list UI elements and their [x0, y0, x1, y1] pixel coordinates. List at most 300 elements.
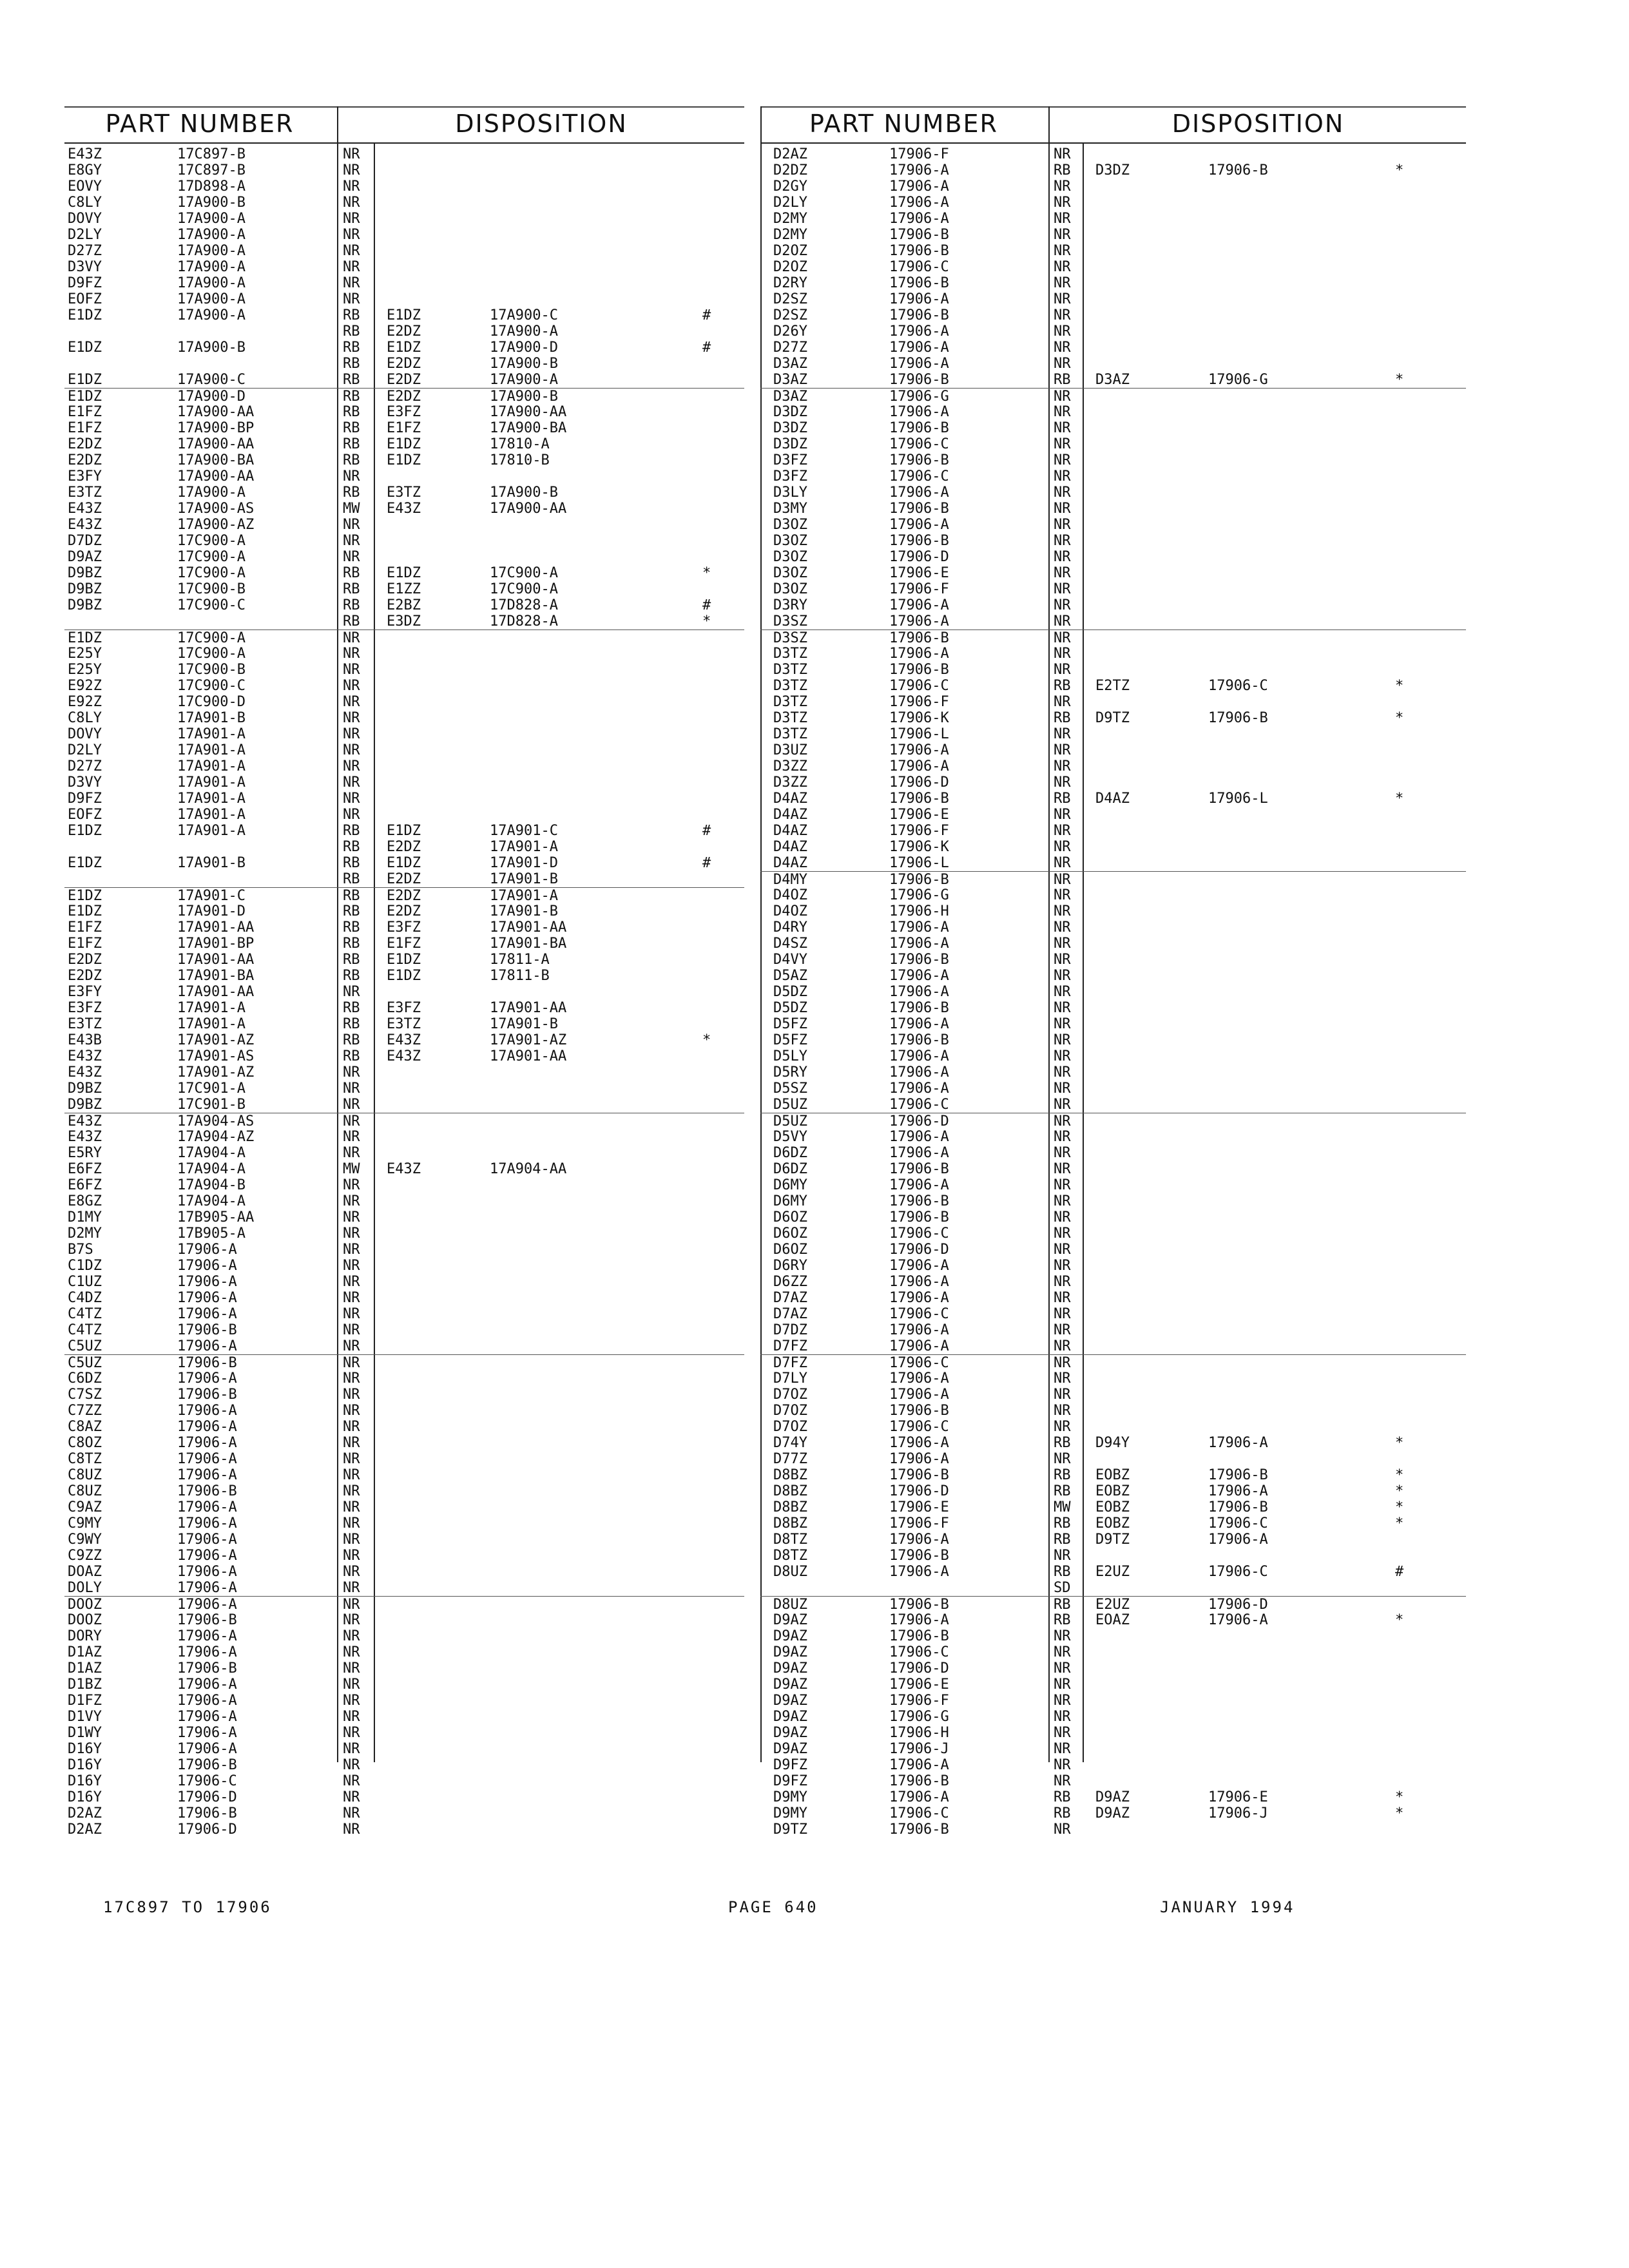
replacement-prefix: E1DZ	[387, 452, 421, 468]
part-number: 17906-A	[889, 1048, 949, 1064]
part-number: 17906-A	[889, 984, 949, 1000]
replacement-number: 17906-A	[1208, 1483, 1268, 1499]
part-number: 17B905-A	[177, 1225, 246, 1242]
part-number: 17A901-AA	[177, 984, 255, 1000]
part-number: 17A901-BP	[177, 936, 255, 952]
part-number: 17C900-A	[177, 533, 246, 549]
part-prefix: E2DZ	[68, 452, 102, 468]
table-row	[760, 340, 1466, 356]
disposition-code: NR	[1054, 1355, 1071, 1371]
part-prefix: D3SZ	[773, 630, 807, 646]
replacement-number: 17D828-A	[490, 597, 558, 613]
disposition-code: NR	[1054, 1097, 1071, 1113]
disposition-code: NR	[1054, 1048, 1071, 1064]
part-prefix: D7DZ	[773, 1322, 807, 1338]
replacement-prefix: E3TZ	[387, 485, 421, 501]
disposition-code: NR	[1054, 839, 1071, 855]
part-number: 17906-A	[889, 758, 949, 774]
table-row	[760, 1081, 1466, 1097]
table-row	[760, 871, 1466, 888]
part-prefix: D3TZ	[773, 710, 807, 726]
part-prefix: DOVY	[68, 211, 102, 227]
table-row	[760, 1644, 1466, 1660]
replacement-prefix: EOBZ	[1095, 1483, 1130, 1499]
part-prefix: C1DZ	[68, 1258, 102, 1274]
replacement-prefix: E2BZ	[387, 597, 421, 613]
left-rows	[64, 146, 744, 1838]
part-prefix: D3TZ	[773, 726, 807, 742]
part-prefix: D2OZ	[773, 259, 807, 275]
table-row	[760, 1677, 1466, 1693]
disposition-code: RB	[343, 404, 360, 420]
table-row	[64, 1064, 744, 1081]
part-number: 17A900-AZ	[177, 517, 255, 533]
part-number: 17906-G	[889, 1709, 949, 1725]
disposition-code: NR	[343, 1435, 360, 1451]
disposition-code: RB	[1054, 1789, 1071, 1805]
part-number: 17906-B	[889, 1032, 949, 1048]
table-row	[760, 468, 1466, 485]
part-number: 17906-F	[889, 146, 949, 162]
table-row	[760, 1548, 1466, 1564]
part-number: 17906-A	[889, 1064, 949, 1081]
part-number: 17906-A	[177, 1725, 237, 1741]
disposition-code: NR	[1054, 1064, 1071, 1081]
part-prefix: D4AZ	[773, 823, 807, 839]
replacement-number: 17906-C	[1208, 1564, 1268, 1580]
part-prefix: D7AZ	[773, 1290, 807, 1306]
part-number: 17906-A	[177, 1290, 237, 1306]
disposition-code: NR	[1054, 485, 1071, 501]
disposition-code: NR	[1054, 581, 1071, 597]
note-mark: *	[1395, 1805, 1404, 1821]
part-prefix: D9BZ	[68, 565, 102, 581]
table-row	[760, 1242, 1466, 1258]
replacement-prefix: D4AZ	[1095, 791, 1130, 807]
part-number: 17906-A	[177, 1435, 237, 1451]
part-number: 17906-A	[177, 1258, 237, 1274]
replacement-number: 17906-L	[1208, 791, 1268, 807]
disposition-code: NR	[343, 1483, 360, 1499]
part-prefix: C4TZ	[68, 1306, 102, 1322]
disposition-code: NR	[1054, 694, 1071, 710]
part-prefix: D27Z	[68, 243, 102, 259]
part-number: 17906-A	[889, 1338, 949, 1354]
disposition-code: RB	[343, 452, 360, 468]
disposition-code: NR	[343, 227, 360, 243]
note-mark: *	[702, 613, 711, 629]
part-number: 17906-B	[177, 1805, 237, 1821]
disposition-code: NR	[1054, 1403, 1071, 1419]
part-prefix: C9ZZ	[68, 1548, 102, 1564]
table-row	[64, 243, 744, 259]
part-number: 17A901-A	[177, 823, 246, 839]
table-row	[760, 227, 1466, 243]
part-number: 17A900-AS	[177, 501, 255, 517]
replacement-number: 17A900-B	[490, 356, 558, 372]
part-number: 17906-A	[177, 1693, 237, 1709]
part-prefix: E43Z	[68, 1129, 102, 1145]
part-prefix: E3TZ	[68, 1016, 102, 1032]
replacement-number: 17906-E	[1208, 1789, 1268, 1805]
header-disposition: DISPOSITION	[455, 110, 628, 138]
part-number: 17906-B	[889, 1403, 949, 1419]
table-row	[64, 1370, 744, 1387]
part-prefix: D3MY	[773, 501, 807, 517]
note-mark: *	[702, 565, 711, 581]
part-prefix: E43Z	[68, 1064, 102, 1081]
replacement-number: 17A901-B	[490, 903, 558, 919]
table-row	[64, 291, 744, 307]
table-row	[64, 1564, 744, 1580]
replacement-prefix: EOBZ	[1095, 1515, 1130, 1532]
part-number: 17906-A	[177, 1306, 237, 1322]
disposition-code: NR	[343, 678, 360, 694]
replacement-number: 17906-A	[1208, 1435, 1268, 1451]
part-number: 17906-B	[889, 1467, 949, 1483]
part-prefix: D3OZ	[773, 533, 807, 549]
disposition-code: NR	[1054, 259, 1071, 275]
part-number: 17906-A	[889, 1177, 949, 1193]
part-number: 17A900-B	[177, 195, 246, 211]
table-row	[760, 517, 1466, 533]
header-part-number: PART NUMBER	[809, 110, 998, 138]
part-number: 17906-A	[889, 1290, 949, 1306]
part-prefix: E1FZ	[68, 420, 102, 436]
part-number: 17906-B	[889, 1628, 949, 1644]
disposition-code: NR	[343, 774, 360, 791]
replacement-prefix: D9AZ	[1095, 1789, 1130, 1805]
part-prefix: C8AZ	[68, 1419, 102, 1435]
replacement-prefix: E1FZ	[387, 420, 421, 436]
disposition-code: NR	[1054, 662, 1071, 678]
part-prefix: D3AZ	[773, 372, 807, 388]
part-prefix: D3OZ	[773, 517, 807, 533]
table-row	[760, 1515, 1466, 1532]
disposition-code: NR	[1054, 1725, 1071, 1741]
disposition-code: NR	[1054, 211, 1071, 227]
part-number: 17906-A	[177, 1515, 237, 1532]
table-row	[760, 1741, 1466, 1757]
disposition-code: NR	[1054, 855, 1071, 871]
part-number: 17906-B	[889, 872, 949, 888]
replacement-prefix: D9TZ	[1095, 710, 1130, 726]
note-mark: *	[1395, 1515, 1404, 1532]
part-number: 17A900-BA	[177, 452, 255, 468]
disposition-code: NR	[1054, 146, 1071, 162]
replacement-prefix: E1DZ	[387, 307, 421, 323]
table-row	[760, 356, 1466, 372]
disposition-code: RB	[343, 839, 360, 855]
table-row	[760, 1483, 1466, 1499]
disposition-code: NR	[343, 1290, 360, 1306]
part-prefix: E6FZ	[68, 1177, 102, 1193]
disposition-code: RB	[1054, 1467, 1071, 1483]
disposition-code: NR	[1054, 323, 1071, 340]
part-number: 17906-C	[889, 1097, 949, 1113]
disposition-code: RB	[343, 323, 360, 340]
part-number: 17C900-A	[177, 549, 246, 565]
table-row	[760, 1354, 1466, 1371]
part-prefix: D2SZ	[773, 291, 807, 307]
table-row	[64, 1209, 744, 1225]
part-prefix: E1DZ	[68, 823, 102, 839]
table-row	[64, 1225, 744, 1242]
part-prefix: D9AZ	[773, 1725, 807, 1741]
part-prefix: D8BZ	[773, 1515, 807, 1532]
part-number: 17C900-A	[177, 646, 246, 662]
replacement-prefix: E2DZ	[387, 839, 421, 855]
part-number: 17906-D	[889, 1483, 949, 1499]
part-number: 17906-B	[889, 227, 949, 243]
disposition-code: NR	[1054, 1193, 1071, 1209]
part-prefix: D3TZ	[773, 646, 807, 662]
part-number: 17A900-AA	[177, 404, 255, 420]
table-row	[64, 549, 744, 565]
part-number: 17A904-B	[177, 1177, 246, 1193]
part-prefix: E25Y	[68, 662, 102, 678]
disposition-code: NR	[343, 1612, 360, 1628]
table-row	[760, 1757, 1466, 1773]
replacement-number: 17906-B	[1208, 710, 1268, 726]
part-prefix: D9MY	[773, 1789, 807, 1805]
part-prefix: D6MY	[773, 1193, 807, 1209]
disposition-code: NR	[1054, 533, 1071, 549]
table-row	[64, 936, 744, 952]
part-prefix: D5UZ	[773, 1097, 807, 1113]
table-row	[64, 1709, 744, 1725]
part-prefix: C6DZ	[68, 1370, 102, 1387]
part-prefix: D2MY	[773, 227, 807, 243]
note-mark: #	[702, 340, 711, 356]
table-row	[64, 1660, 744, 1677]
part-number: 17906-B	[889, 420, 949, 436]
part-number: 17906-B	[889, 1161, 949, 1177]
disposition-code: RB	[343, 1048, 360, 1064]
part-number: 17906-A	[177, 1644, 237, 1660]
part-number: 17906-A	[177, 1499, 237, 1515]
disposition-code: NR	[1054, 1145, 1071, 1161]
table-row	[64, 468, 744, 485]
table-row	[760, 629, 1466, 646]
part-prefix: D26Y	[773, 323, 807, 340]
part-prefix: D7DZ	[68, 533, 102, 549]
part-number: 17906-A	[889, 517, 949, 533]
table-row	[760, 1419, 1466, 1435]
disposition-code: RB	[343, 356, 360, 372]
replacement-prefix: D9AZ	[1095, 1805, 1130, 1821]
disposition-code: RB	[343, 597, 360, 613]
part-number: 17906-K	[889, 710, 949, 726]
part-number: 17906-B	[889, 1209, 949, 1225]
table-row	[64, 1322, 744, 1338]
disposition-code: NR	[1054, 742, 1071, 758]
table-row	[760, 1145, 1466, 1161]
table-row	[760, 597, 1466, 613]
replacement-number: 17A900-A	[490, 372, 558, 388]
part-prefix: D16Y	[68, 1757, 102, 1773]
part-prefix: E1DZ	[68, 340, 102, 356]
part-number: 17A901-AZ	[177, 1032, 255, 1048]
part-prefix: D3TZ	[773, 694, 807, 710]
replacement-number: 17A901-BA	[490, 936, 567, 952]
disposition-code: NR	[1054, 1419, 1071, 1435]
part-number: 17906-F	[889, 694, 949, 710]
part-number: 17906-A	[177, 1451, 237, 1467]
disposition-code: NR	[1054, 1290, 1071, 1306]
part-prefix: C1UZ	[68, 1274, 102, 1290]
part-prefix: E1DZ	[68, 389, 102, 405]
part-number: 17906-E	[889, 807, 949, 823]
part-prefix: D9MY	[773, 1805, 807, 1821]
disposition-code: NR	[1054, 468, 1071, 485]
replacement-number: 17906-B	[1208, 1499, 1268, 1515]
part-prefix: D5RY	[773, 1064, 807, 1081]
table-row	[64, 1451, 744, 1467]
part-number: 17C900-B	[177, 581, 246, 597]
table-row	[760, 952, 1466, 968]
note-mark: *	[1395, 1612, 1404, 1628]
part-prefix: D5LY	[773, 1048, 807, 1064]
part-prefix: E25Y	[68, 646, 102, 662]
part-prefix: DOOZ	[68, 1612, 102, 1628]
table-row	[760, 662, 1466, 678]
replacement-number: 17906-A	[1208, 1532, 1268, 1548]
part-number: 17906-A	[177, 1419, 237, 1435]
table-row	[760, 1016, 1466, 1032]
part-number: 17906-A	[889, 1387, 949, 1403]
part-number: 17A900-D	[177, 389, 246, 405]
disposition-code: NR	[1054, 404, 1071, 420]
part-prefix: E6FZ	[68, 1161, 102, 1177]
disposition-code: NR	[1054, 195, 1071, 211]
part-number: 17A904-A	[177, 1193, 246, 1209]
table-row	[64, 1048, 744, 1064]
part-number: 17906-B	[889, 1597, 949, 1613]
part-number: 17906-B	[177, 1355, 237, 1371]
table-row	[64, 1515, 744, 1532]
disposition-code: NR	[343, 1209, 360, 1225]
table-row	[64, 1161, 744, 1177]
part-number: 17906-B	[889, 275, 949, 291]
disposition-code: NR	[343, 646, 360, 662]
note-mark: #	[702, 823, 711, 839]
part-prefix: D7OZ	[773, 1403, 807, 1419]
part-number: 17906-B	[889, 662, 949, 678]
disposition-code: NR	[1054, 1113, 1071, 1129]
replacement-prefix: E2DZ	[387, 389, 421, 405]
disposition-code: NR	[1054, 1258, 1071, 1274]
part-prefix: D3OZ	[773, 565, 807, 581]
part-prefix: D3LY	[773, 485, 807, 501]
part-prefix: D3AZ	[773, 389, 807, 405]
part-number: 17906-A	[177, 1532, 237, 1548]
table-row	[64, 1596, 744, 1613]
part-prefix: EOFZ	[68, 291, 102, 307]
table-row	[64, 420, 744, 436]
part-prefix: D3FZ	[773, 468, 807, 485]
part-number: 17C901-A	[177, 1081, 246, 1097]
disposition-code: RB	[1054, 710, 1071, 726]
disposition-code: NR	[1054, 1306, 1071, 1322]
disposition-code: NR	[1054, 243, 1071, 259]
table-row	[760, 1725, 1466, 1741]
replacement-number: 17906-B	[1208, 1467, 1268, 1483]
disposition-code: NR	[1054, 630, 1071, 646]
replacement-prefix: E2DZ	[387, 871, 421, 887]
part-number: 17906-A	[177, 1741, 237, 1757]
table-row	[760, 1805, 1466, 1821]
table-row	[760, 1097, 1466, 1113]
part-prefix: E1DZ	[68, 903, 102, 919]
replacement-number: 17811-B	[490, 968, 550, 984]
part-prefix: D7FZ	[773, 1355, 807, 1371]
part-number: 17906-A	[889, 1145, 949, 1161]
part-prefix: D8BZ	[773, 1499, 807, 1515]
table-row	[64, 162, 744, 178]
disposition-code: NR	[1054, 919, 1071, 936]
disposition-code: NR	[1054, 356, 1071, 372]
disposition-code: NR	[1054, 1821, 1071, 1838]
part-prefix: C8UZ	[68, 1467, 102, 1483]
part-prefix: D9BZ	[68, 581, 102, 597]
part-prefix: D3TZ	[773, 678, 807, 694]
disposition-code: NR	[343, 984, 360, 1000]
part-number: 17906-D	[889, 774, 949, 791]
part-prefix: D6OZ	[773, 1242, 807, 1258]
table-row	[760, 275, 1466, 291]
part-prefix: D8BZ	[773, 1483, 807, 1499]
table-row	[760, 1612, 1466, 1628]
table-row	[760, 1177, 1466, 1193]
replacement-prefix: E3DZ	[387, 613, 421, 629]
disposition-code: NR	[343, 1821, 360, 1838]
part-prefix: D4VY	[773, 952, 807, 968]
disposition-code: NR	[343, 1403, 360, 1419]
part-number: 17906-D	[889, 1113, 949, 1129]
part-number: 17906-A	[889, 968, 949, 984]
part-number: 17A900-A	[177, 485, 246, 501]
right-rows	[760, 146, 1466, 1838]
part-prefix: E43Z	[68, 1048, 102, 1064]
table-row	[760, 919, 1466, 936]
part-prefix: B7S	[68, 1242, 93, 1258]
disposition-code: NR	[1054, 1225, 1071, 1242]
table-row	[760, 823, 1466, 839]
table-row	[760, 1821, 1466, 1838]
part-number: 17A901-D	[177, 903, 246, 919]
part-prefix: E2DZ	[68, 436, 102, 452]
disposition-code: NR	[1054, 807, 1071, 823]
disposition-code: NR	[343, 468, 360, 485]
table-row	[760, 565, 1466, 581]
part-number: 17C901-B	[177, 1097, 246, 1113]
replacement-number: 17906-A	[1208, 1612, 1268, 1628]
table-row	[760, 307, 1466, 323]
part-number: 17A900-AA	[177, 436, 255, 452]
part-prefix: C8TZ	[68, 1451, 102, 1467]
table-row	[760, 742, 1466, 758]
part-prefix: D9TZ	[773, 1821, 807, 1838]
part-number: 17906-A	[177, 1564, 237, 1580]
part-prefix: D8UZ	[773, 1564, 807, 1580]
disposition-code: NR	[343, 1081, 360, 1097]
part-prefix: E3FZ	[68, 1000, 102, 1016]
disposition-code: NR	[343, 1177, 360, 1193]
table-row	[760, 162, 1466, 178]
disposition-code: NR	[343, 275, 360, 291]
table-row	[64, 1081, 744, 1097]
